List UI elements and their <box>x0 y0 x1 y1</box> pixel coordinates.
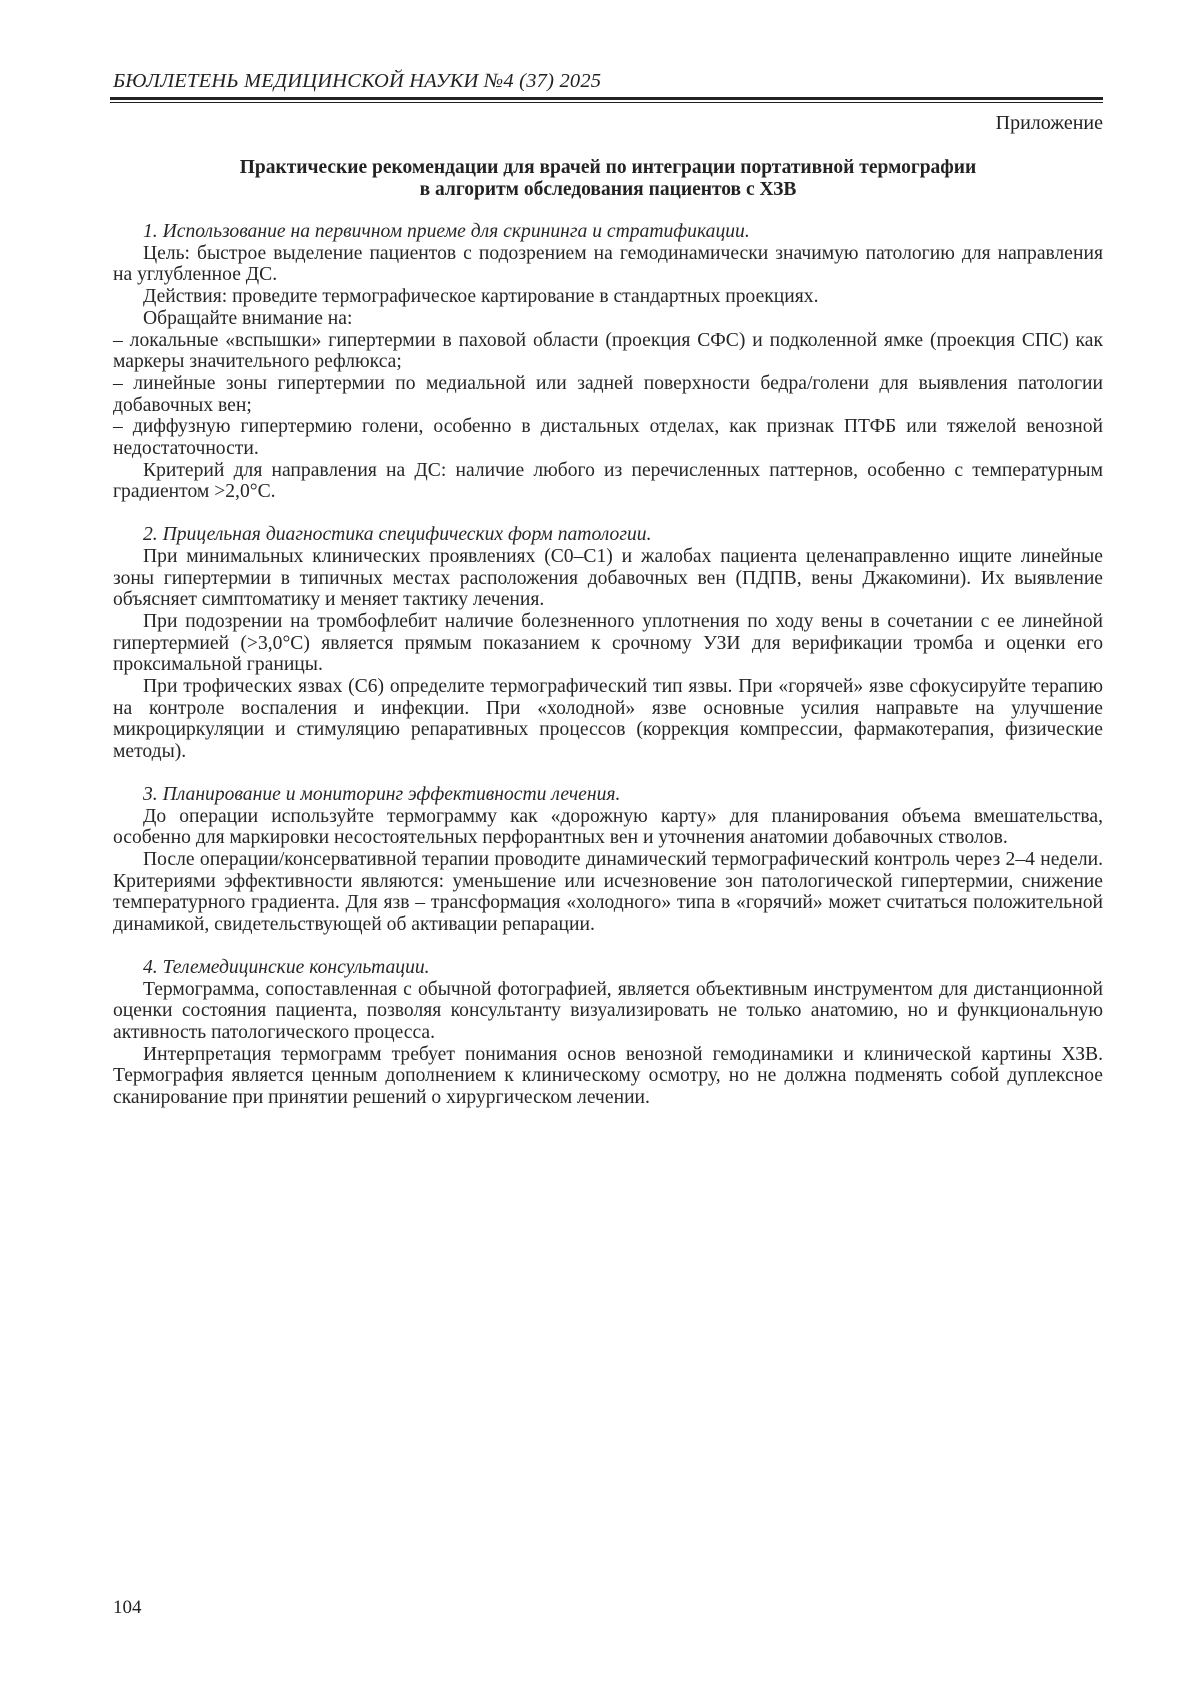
section-2-paragraph: При минимальных клинических проявлениях (С0–С1) и жалобах пациента целенаправленно ищите линейные зоны гипертермии в типичных местах расположения добавочных вен (ПДПВ, вены Джакомини). Их выявление объясняет симптоматику и меняет тактику лечения. <box>113 545 1103 611</box>
section-1-closing: Критерий для направления на ДС: наличие любого из перечисленных паттернов, особенно с температурным градиентом >2,0°С. <box>113 459 1103 503</box>
journal-header: БЮЛЛЕТЕНЬ МЕДИЦИНСКОЙ НАУКИ №4 (37) 2025 <box>113 70 602 92</box>
article-title <box>113 157 1103 201</box>
section-2-paragraph: При трофических язвах (С6) определите термографический тип язвы. При «горячей» язве сфокусируйте терапию на контроле воспаления и инфекции. При «холодной» язве основные усилия направьте на улучшение микроциркуляции и стимуляцию репаративных процессов (коррекция компрессии, фармакотерапия, физические методы). <box>113 676 1103 763</box>
section-4-heading: 4. Телемедицинские консультации. <box>143 956 430 978</box>
section-3-paragraph: После операции/консервативной терапии проводите динамический термографический контроль через 2–4 недели. Критериями эффективности являются: уменьшение или исчезновение зон патологической гипертермии, снижение температурного градиента. Для язв – трансформация «холодного» типа в «горячий» может считаться положительной динамикой, свидетельствующей об активации репарации. <box>113 848 1103 936</box>
section-1-paragraph: Действия: проведите термографическое картирование в стандартных проекциях. <box>143 286 819 308</box>
header-rule-thin <box>110 102 1103 103</box>
section-4-paragraph: Термограмма, сопоставленная с обычной фотографией, является объективным инструментом для дистанционной оценки состояния пациента, позволяя консультанту визуализировать не только анатомию, но и функциональную активность патологического процесса. <box>113 978 1103 1043</box>
section-2-heading: 2. Прицельная диагностика специфических форм патологии. <box>143 524 652 546</box>
appendix-label: Приложение <box>995 112 1103 134</box>
section-1-paragraph: Обращайте внимание на: <box>143 307 353 329</box>
section-1-heading: 1. Использование на первичном приеме для скрининга и стратификации. <box>143 221 750 242</box>
section-gap <box>113 936 1103 957</box>
section-1-paragraph: Цель: быстрое выделение пациентов с подозрением на гемодинамически значимую патологию для направления на углубленное ДС. <box>113 242 1103 286</box>
section-3-paragraph: До операции используйте термограмму как «дорожную карту» для планирования объема вмешательства, особенно для маркировки несостоятельных перфорантных вен и уточнения анатомии добавочных стволов. <box>113 805 1103 849</box>
section-1-bullet: – диффузную гипертермию голени, особенно в дистальных отделах, как признак ПТФБ или тяжелой венозной недостаточности. <box>113 416 1103 460</box>
section-gap <box>113 763 1103 784</box>
header-rule-thick <box>110 97 1103 100</box>
section-2-paragraph: При подозрении на тромбофлебит наличие болезненного уплотнения по ходу вены в сочетании с ее линейной гипертермией (>3,0°С) является прямым показанием к срочному УЗИ для верификации тромба и оценки его проксимальной границы. <box>113 610 1103 676</box>
section-4-paragraph: Интерпретация термограмм требует понимания основ венозной гемодинамики и клинической картины ХЗВ. Термография является ценным дополнением к клиническому осмотру, но не должна подменять собой дуплексное сканирование при принятии решений о хирургическом лечении. <box>113 1043 1103 1109</box>
article-body <box>113 221 1103 1109</box>
section-gap <box>113 503 1103 524</box>
page-number: 104 <box>113 1597 142 1618</box>
title-line-1: Практические рекомендации для врачей по интеграции портативной термографии <box>239 157 977 178</box>
section-3-heading: 3. Планирование и мониторинг эффективности лечения. <box>143 783 621 805</box>
section-1-bullet: – линейные зоны гипертермии по медиальной или задней поверхности бедра/голени для выявления патологии добавочных вен; <box>113 372 1103 416</box>
title-line-2: в алгоритм обследования пациентов с ХЗВ <box>419 179 797 200</box>
section-1-bullet: – локальные «вспышки» гипертермии в паховой области (проекция СФС) и подколенной ямке (проекция СПС) как маркеры значительного рефлюкса; <box>113 329 1103 373</box>
